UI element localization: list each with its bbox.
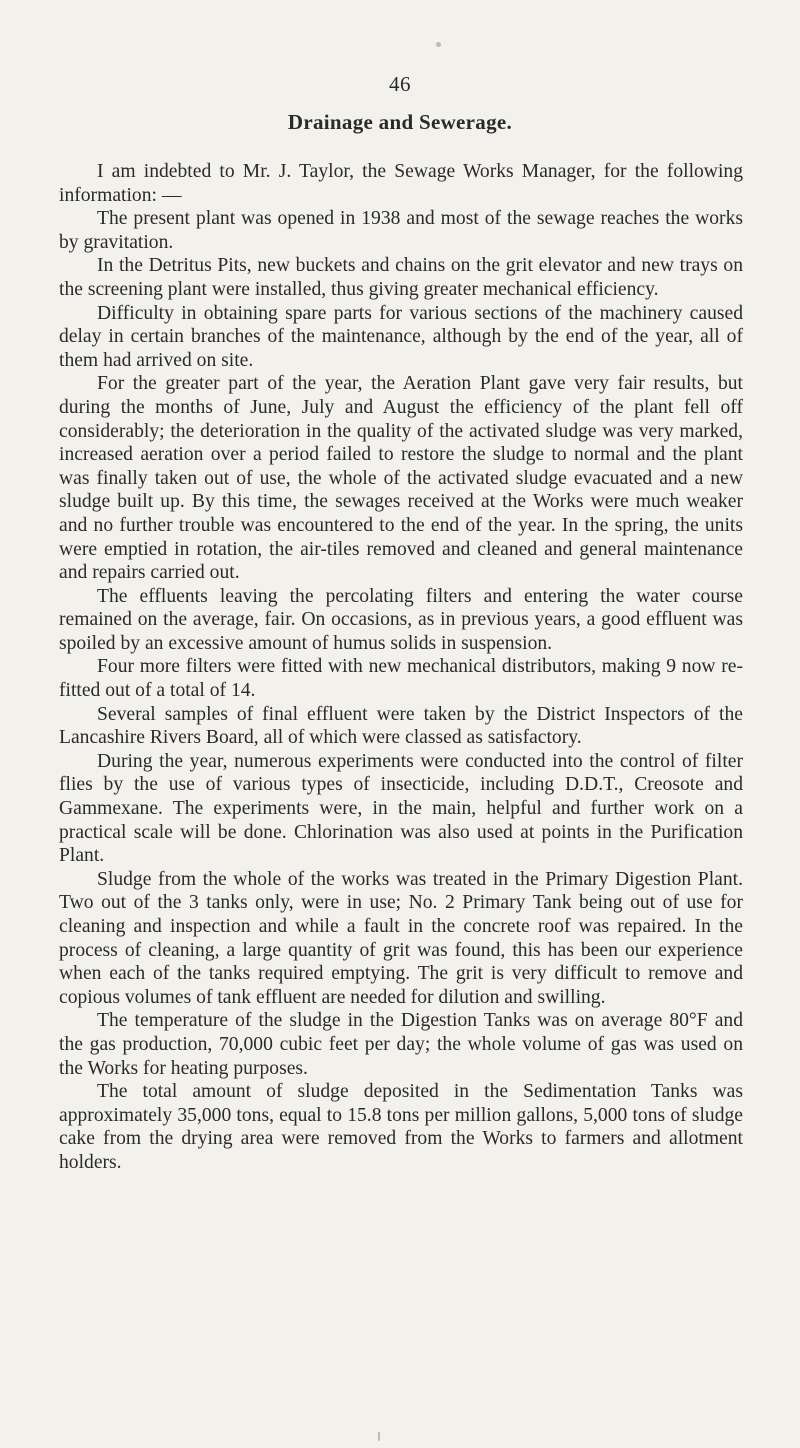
paragraph-effluents: The effluents leaving the percolating filters and entering the water course remained on the average, fair. On occasions, as in previous years, a good effluent was spoiled by an excessive amount of humus solids in suspension. (59, 585, 743, 654)
section-heading: Drainage and Sewerage. (287, 110, 513, 134)
paper-speck (436, 42, 441, 47)
paragraph-intro: I am indebted to Mr. J. Taylor, the Sewage Works Manager, for the following information: — (59, 161, 743, 206)
paragraph-sludge-total: The total amount of sludge deposited in the Sedimentation Tanks was approximately 35,000 tons, equal to 15.8 tons per million gallons, 5,000 tons of sludge cake from the drying area were removed from the Works to farmers and allotment holders. (59, 1081, 743, 1173)
page-number: 46 (389, 72, 411, 96)
paragraph-samples: Several samples of final effluent were taken by the District Inspectors of the Lancashire Rivers Board, all of which were classed as satisfactory. (59, 703, 743, 749)
paragraph-aeration-plant: For the greater part of the year, the Aeration Plant gave very fair results, but during the months of June, July and August the efficiency of the plant fell off considerably; the deterioration in the quality of the activated sludge was very marked, increased aeration over a period failed to restore the sludge to normal and the plant was finally taken out of use, the whole of the activated sludge evacuated and a new sludge built up. By this time, the sewages received at the Works were much weaker and no further trouble was encountered to the end of the year. In the spring, the units were emptied in rotation, the air-tiles removed and cleaned and general maintenance and repairs carried out. (59, 373, 743, 584)
paragraph-spare-parts: Difficulty in obtaining spare parts for various sections of the machinery caused delay in certain branches of the maintenance, although by the end of the year, all of them had arrived on site. (59, 302, 743, 371)
paragraph-experiments: During the year, numerous experiments were conducted into the control of filter flies by the use of various types of insecticide, including D.D.T., Creosote and Gammexane. The experiments were, in the main, helpful and further work on a practical scale will be done. Chlorination was also used at points in the Purification Plant. (59, 750, 743, 867)
paragraph-filters: Four more filters were fitted with new mechanical distributors, making 9 now re-fitted out of a total of 14. (59, 656, 743, 702)
paragraph-plant-opened: The present plant was opened in 1938 and most of the sewage reaches the works by gravitation. (59, 208, 743, 253)
paper-speck (378, 1432, 380, 1441)
paragraph-sludge-digestion: Sludge from the whole of the works was treated in the Primary Digestion Plant. Two out of the 3 tanks only, were in use; No. 2 Primary Tank being out of use for cleaning and inspection and while a fault in the concrete roof was repaired. In the process of cleaning, a large quantity of grit was found, this has been our experience when each of the tanks required emptying. The grit is very difficult to remove and copious volumes of tank effluent are needed for dilution and swilling. (59, 868, 743, 1008)
paragraph-detritus-pits: In the Detritus Pits, new buckets and chains on the grit elevator and new trays on the screening plant were installed, thus giving greater mechanical efficiency. (59, 255, 743, 300)
paragraph-temperature: The temperature of the sludge in the Digestion Tanks was on average 80°F and the gas production, 70,000 cubic feet per day; the whole volume of gas was used on the Works for heating purposes. (59, 1010, 743, 1079)
body-text (59, 160, 743, 1175)
